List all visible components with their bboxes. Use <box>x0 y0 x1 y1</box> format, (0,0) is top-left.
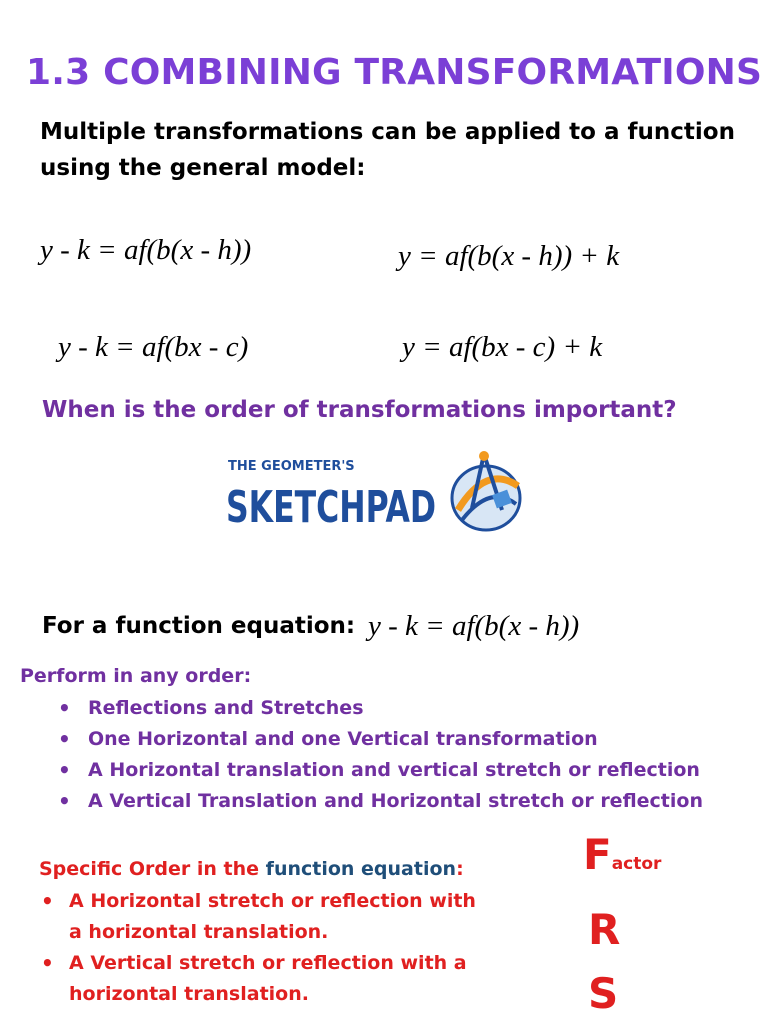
function-equation: y - k = af(b(x - h)) <box>368 610 580 642</box>
sketchpad-logo <box>226 446 526 536</box>
mnemonic-f-letter: F <box>583 830 612 879</box>
mnemonic-factor <box>583 830 661 879</box>
list-item: • Reflections and Stretches <box>58 693 703 724</box>
equation-4: y = af(bx - c) + k <box>402 331 603 363</box>
list-item: • A Vertical stretch or reflection with a horizontal translation. <box>39 948 479 1010</box>
mnemonic-f-rest: actor <box>611 854 662 874</box>
specific-order-title-part3: : <box>456 858 464 880</box>
intro-line-1: Multiple transformations can be applied to a function <box>40 119 735 145</box>
logo-big-text: SKETCHPAD <box>226 482 436 533</box>
list-item: • A Horizontal translation and vertical stretch or reflection <box>58 755 703 786</box>
intro-line-2: using the general model: <box>40 155 366 181</box>
intro-text <box>40 114 735 186</box>
logo-small-text: THE GEOMETER'S <box>228 459 355 474</box>
specific-order-title-part2: function equation <box>265 858 457 880</box>
specific-order-list <box>39 886 479 1010</box>
any-order-list <box>58 693 703 817</box>
order-question: When is the order of transformations important? <box>42 397 677 423</box>
mnemonic-r-letter: R <box>588 905 621 954</box>
list-item: • One Horizontal and one Vertical transformation <box>58 724 703 755</box>
function-equation-label: For a function equation: <box>42 613 356 639</box>
specific-order-title <box>39 858 464 880</box>
page-title: 1.3 COMBINING TRANSFORMATIONS <box>26 52 763 93</box>
sketchpad-logo-graphic <box>226 446 526 536</box>
specific-order-title-part1: Specific Order in the <box>39 858 266 880</box>
equation-1: y - k = af(b(x - h)) <box>40 234 252 266</box>
equation-3: y - k = af(bx - c) <box>58 331 249 363</box>
compass-icon <box>452 451 520 530</box>
mnemonic-s-letter: S <box>588 969 619 1018</box>
equation-2: y = af(b(x - h)) + k <box>398 240 620 272</box>
list-item: • A Vertical Translation and Horizontal stretch or reflection <box>58 786 703 817</box>
list-item: • A Horizontal stretch or reflection with a horizontal translation. <box>39 886 479 948</box>
any-order-title: Perform in any order: <box>20 665 252 687</box>
